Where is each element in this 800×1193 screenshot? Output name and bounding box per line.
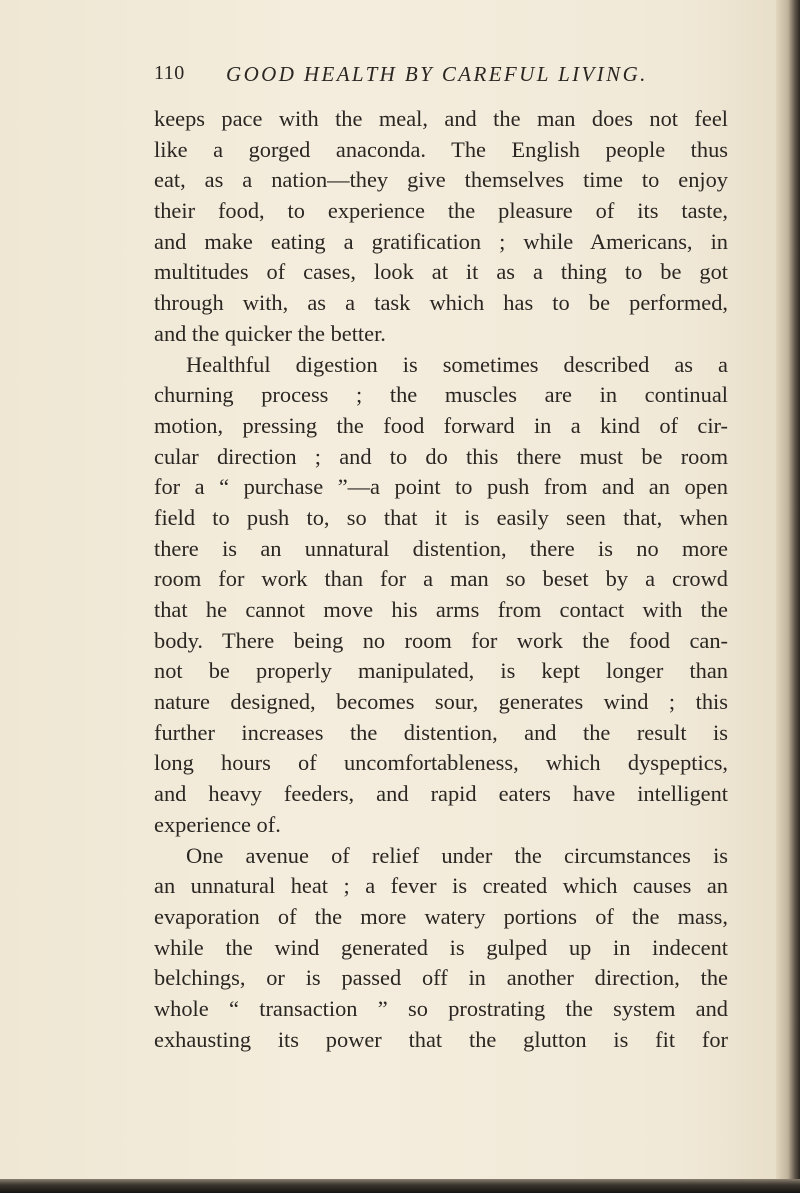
body-text (154, 104, 728, 1055)
text-line: for a “ purchase ”—a point to push from and an open (154, 474, 728, 500)
text-line: and heavy feeders, and rapid eaters have intelligent (154, 781, 728, 807)
text-line: belchings, or is passed off in another direction, the (154, 965, 728, 991)
text-line: eat, as a nation—they give themselves time to enjoy (154, 167, 728, 193)
text-line: and make eating a gratification ; while Americans, in (154, 228, 728, 254)
text-line: through with, as a task which has to be performed, (154, 290, 728, 316)
page-header (154, 52, 714, 92)
text-line: cular direction ; and to do this there must be room (154, 443, 728, 469)
text-line: there is an unnatural distention, there is no more (154, 535, 728, 561)
page-number: 110 (154, 62, 185, 84)
text-line: like a gorged anaconda. The English people thus (154, 136, 728, 162)
text-line: that he cannot move his arms from contact with the (154, 597, 728, 622)
running-head: GOOD HEALTH BY CAREFUL LIVING. (226, 62, 648, 86)
text-line: field to push to, so that it is easily seen that, when (154, 504, 728, 530)
text-line: an unnatural heat ; a fever is created which causes an (154, 873, 728, 899)
text-line: keeps pace with the meal, and the man does not feel (154, 106, 728, 131)
text-line: long hours of uncomfortableness, which dyspeptics, (154, 750, 728, 776)
text-line: experience of. (154, 811, 281, 837)
text-line: further increases the distention, and the result is (154, 719, 728, 745)
text-line: Healthful digestion is sometimes described as a (186, 351, 728, 377)
text-line: exhausting its power that the glutton is fit for (154, 1026, 728, 1052)
text-line: room for work than for a man so beset by a crowd (154, 566, 728, 592)
text-line: nature designed, becomes sour, generates wind ; this (154, 689, 728, 715)
page-bottom-edge (0, 1179, 800, 1193)
text-line: their food, to experience the pleasure of its taste, (154, 198, 728, 224)
text-line: motion, pressing the food forward in a kind of cir- (154, 412, 728, 438)
binding-edge (776, 0, 800, 1193)
text-line: not be properly manipulated, is kept longer than (154, 658, 728, 684)
text-line: whole “ transaction ” so prostrating the system and (154, 995, 728, 1021)
text-line: multitudes of cases, look at it as a thing to be got (154, 259, 728, 285)
text-line: body. There being no room for work the food can- (154, 627, 728, 653)
text-line: churning process ; the muscles are in continual (154, 382, 728, 408)
text-line: while the wind generated is gulped up in indecent (154, 934, 728, 960)
text-line: and the quicker the better. (154, 320, 386, 346)
text-line: One avenue of relief under the circumstances is (186, 842, 728, 868)
text-line: evaporation of the more watery portions of the mass, (154, 903, 728, 929)
